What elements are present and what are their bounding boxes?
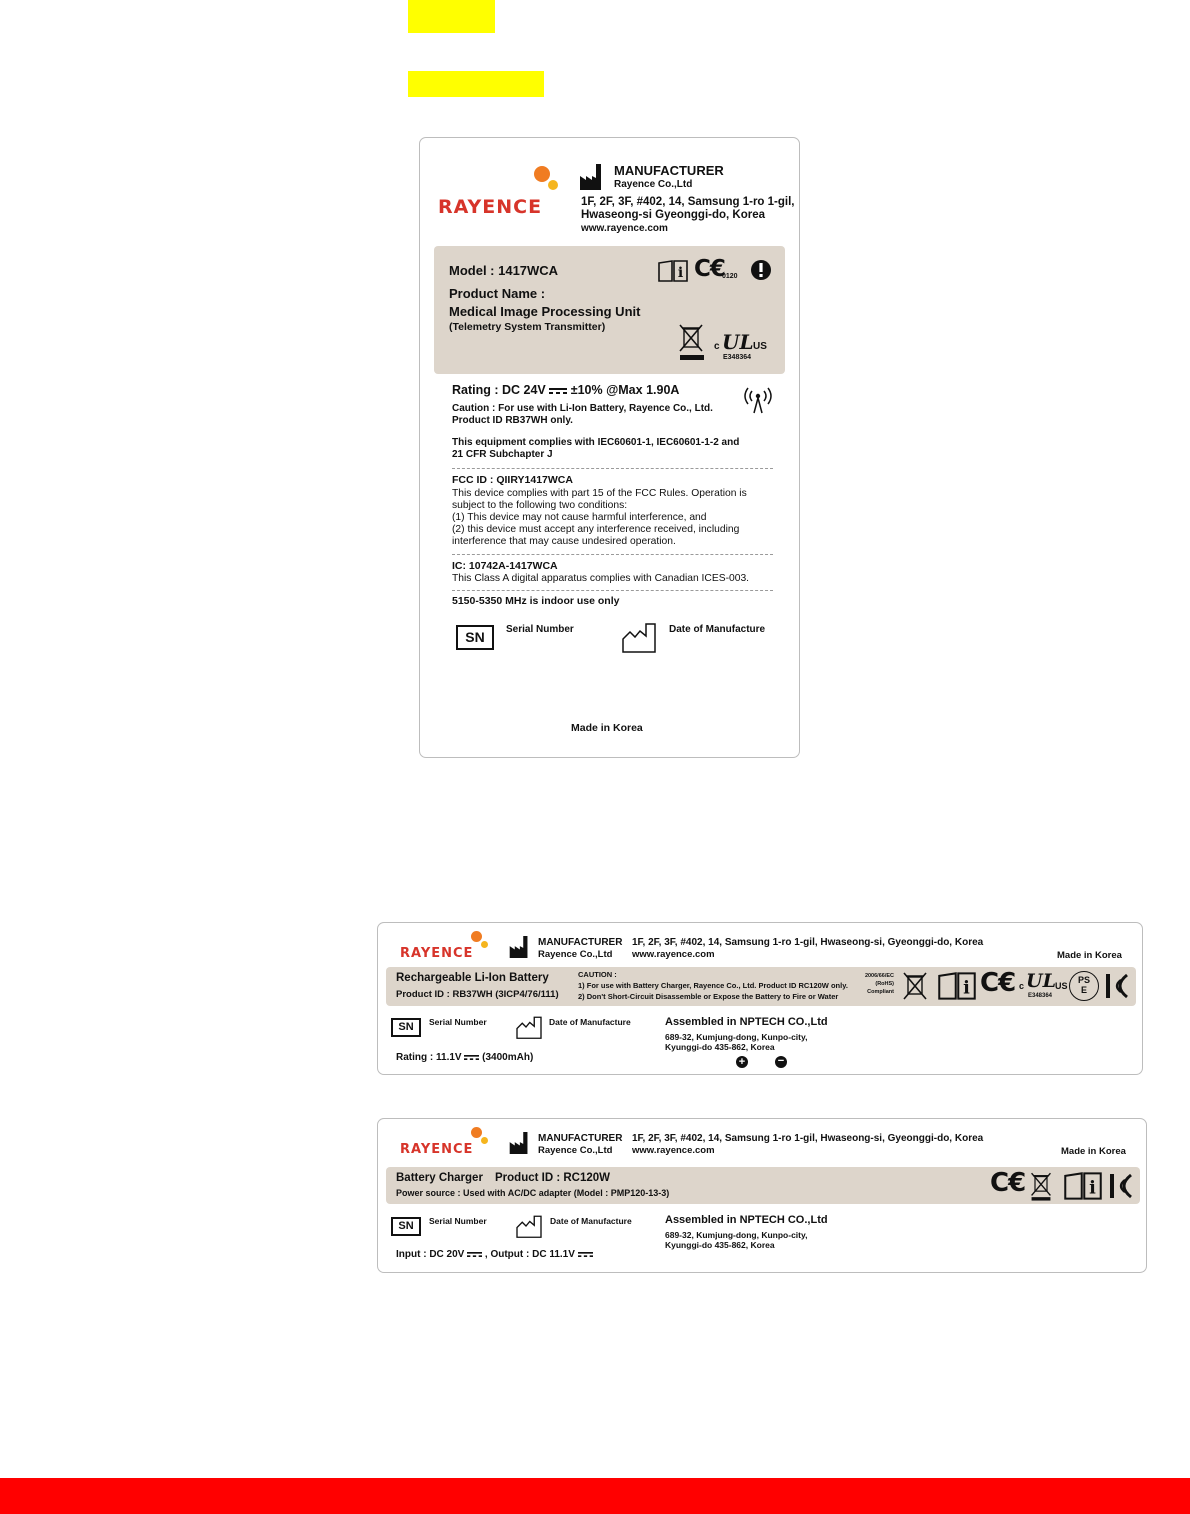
assembled-address-1: 689-32, Kumjung-dong, Kunpo-city, [665, 1230, 808, 1240]
divider-2 [452, 554, 773, 555]
logo-yellow-dot [548, 180, 558, 190]
caution-heading: CAUTION : [578, 970, 617, 979]
highlight-box-1 [408, 0, 495, 33]
website: www.rayence.com [632, 949, 715, 960]
manufacturer-name: Rayence Co.,Ltd [614, 179, 693, 190]
made-in-korea: Made in Korea [1061, 1146, 1126, 1157]
website: www.rayence.com [632, 1145, 715, 1156]
address: 1F, 2F, 3F, #402, 14, Samsung 1-ro 1-gil, Hwaseong-si, Gyeonggi-do, Korea [632, 937, 984, 948]
ul-code: E348364 [1028, 993, 1053, 999]
indoor-note: 5150-5350 MHz is indoor use only [452, 595, 620, 607]
fcc-line: (1) This device may not cause harmful interference, and [452, 512, 707, 523]
assembled-address-1: 689-32, Kumjung-dong, Kunpo-city, [665, 1032, 808, 1042]
assembled-address-2: Kyunggi-do 435-862, Korea [665, 1240, 775, 1250]
charger-label [377, 1118, 1147, 1273]
factory-icon [580, 164, 602, 190]
caution-line-1: 1) For use with Battery Charger, Rayence Co., Ltd. Product ID RC120W only. [578, 981, 848, 990]
rating [452, 383, 679, 397]
battery-rating-tail: (3400mAh) [482, 1052, 534, 1063]
logo-yellow-dot [481, 1137, 488, 1144]
ul-c: c [714, 341, 720, 352]
ce-mark: C€ [694, 256, 725, 282]
rohs-text [846, 972, 894, 996]
made-in-korea: Made in Korea [571, 722, 643, 734]
dc-symbol [464, 1054, 479, 1061]
svg-text:i: i [677, 265, 684, 281]
battery-rating-text: Rating : 11.1V [396, 1052, 462, 1063]
ce-mark: C€ [990, 1168, 1026, 1198]
product-name: Medical Image Processing Unit [449, 304, 641, 319]
serial-number-label: Serial Number [506, 624, 574, 635]
assembled-in: Assembled in NPTECH CO.,Ltd [665, 1214, 828, 1226]
factory-icon [506, 1132, 532, 1154]
address-line-1: 1F, 2F, 3F, #402, 14, Samsung 1-ro 1-gil, [581, 196, 795, 208]
pse-bottom: E [1080, 985, 1087, 995]
date-of-manufacture-label: Date of Manufacture [550, 1216, 632, 1226]
compliance-line-1: This equipment complies with IEC60601-1, IEC60601-1-2 and [452, 437, 740, 448]
divider-1 [452, 468, 773, 469]
date-of-manufacture-icon [622, 621, 656, 653]
rayence-logo: RAYENCE [400, 946, 474, 961]
ul-code: E348364 [723, 354, 752, 361]
manual-icon [658, 260, 688, 282]
radio-transmitter-icon [740, 386, 776, 414]
device-label [419, 137, 800, 758]
power-source: Power source : Used with AC/DC adapter (Model : PMP120-13-3) [396, 1188, 670, 1198]
ul-us: US [1055, 981, 1068, 991]
charger-io-rating [396, 1249, 593, 1260]
plus-terminal-icon: + [736, 1056, 748, 1068]
weee-bin-icon [1029, 1171, 1053, 1201]
website: www.rayence.com [581, 223, 668, 234]
battery-product-id: Product ID : RB37WH (3ICP4/76/111) [396, 989, 559, 1000]
highlight-box-2 [408, 71, 544, 97]
ce-number: 0120 [722, 273, 738, 280]
battery-title: Rechargeable Li-Ion Battery [396, 972, 549, 984]
ic-id: IC: 10742A-1417WCA [452, 560, 558, 572]
manufacturer-heading: MANUFACTURER [538, 937, 623, 948]
compliance-line-2: 21 CFR Subchapter J [452, 449, 553, 460]
serial-number-label: Serial Number [429, 1017, 487, 1027]
manual-icon [1064, 1172, 1102, 1200]
manufacturer-heading: MANUFACTURER [614, 163, 724, 178]
date-of-manufacture-icon [514, 1214, 544, 1238]
rohs-line: 2006/66/EC [864, 973, 894, 979]
logo-orange-dot [471, 1127, 482, 1138]
divider-3 [452, 590, 773, 591]
pse-top: PS [1077, 975, 1090, 985]
ul-c: c [1019, 981, 1025, 991]
factory-icon [506, 936, 532, 958]
rohs-line: Compliant [867, 989, 894, 995]
logo-orange-dot [534, 166, 550, 182]
fcc-line: interference that may cause undesired operation. [452, 536, 676, 547]
kc-mark-icon [1105, 972, 1129, 1000]
date-of-manufacture-label: Date of Manufacture [669, 624, 766, 635]
fcc-line: This device complies with part 15 of the FCC Rules. Operation is [452, 488, 747, 499]
pse-mark [1069, 971, 1099, 1001]
manufacturer-heading: MANUFACTURER [538, 1133, 623, 1144]
dc-symbol [549, 387, 567, 395]
caution-line-2: 2) Don't Short-Circuit Disassemble or Expose the Battery to Fire or Water [578, 992, 839, 1001]
sn-symbol: SN [391, 1018, 421, 1037]
assembled-address-2: Kyunggi-do 435-862, Korea [665, 1042, 775, 1052]
fcc-id: FCC ID : QIIRY1417WCA [452, 474, 573, 486]
caution-line-1: Caution : For use with Li-Ion Battery, Rayence Co., Ltd. [452, 403, 713, 414]
rayence-logo: RAYENCE [400, 1142, 474, 1157]
dc-symbol [578, 1251, 593, 1258]
sn-symbol: SN [456, 625, 494, 650]
address-line-2: Hwaseong-si Gyeonggi-do, Korea [581, 209, 766, 221]
footer-red-bar [0, 1478, 1190, 1514]
minus-terminal-icon: − [775, 1056, 787, 1068]
svg-text:i: i [963, 977, 970, 999]
fcc-line: (2) this device must accept any interference received, including [452, 524, 740, 535]
logo-orange-dot [471, 931, 482, 942]
battery-label [377, 922, 1143, 1075]
assembled-in: Assembled in NPTECH CO.,Ltd [665, 1016, 828, 1028]
date-of-manufacture-icon [514, 1015, 544, 1039]
dc-symbol [467, 1251, 482, 1258]
serial-number-label: Serial Number [429, 1216, 487, 1226]
made-in-korea: Made in Korea [1057, 950, 1122, 961]
ul-us: US [753, 341, 767, 352]
manufacturer-name: Rayence Co.,Ltd [538, 1145, 613, 1156]
warning-icon [750, 259, 772, 281]
input-rating: Input : DC 20V [396, 1249, 465, 1260]
date-of-manufacture-label: Date of Manufacture [549, 1017, 631, 1027]
battery-rating [396, 1052, 533, 1063]
charger-product-id: Product ID : RC120W [495, 1172, 611, 1184]
product-subtitle: (Telemetry System Transmitter) [449, 321, 606, 333]
rayence-logo: RAYENCE [438, 196, 543, 218]
caution-line-2: Product ID RB37WH only. [452, 415, 573, 426]
ce-mark: C€ [980, 968, 1016, 998]
manufacturer-name: Rayence Co.,Ltd [538, 949, 613, 960]
fcc-line: subject to the following two conditions: [452, 500, 628, 511]
ul-mark: UL [722, 330, 754, 354]
manual-icon [938, 972, 976, 1000]
charger-title: Battery Charger [396, 1172, 483, 1184]
svg-text:i: i [1089, 1177, 1096, 1199]
fcc-text [452, 488, 747, 548]
weee-bin-icon [901, 971, 929, 1001]
model: Model : 1417WCA [449, 263, 559, 278]
product-name-label: Product Name : [449, 286, 546, 301]
rating-tail: ±10% @Max 1.90A [570, 383, 680, 397]
output-rating: , Output : DC 11.1V [484, 1249, 575, 1260]
ic-text: This Class A digital apparatus complies with Canadian ICES-003. [452, 573, 750, 584]
address: 1F, 2F, 3F, #402, 14, Samsung 1-ro 1-gil, Hwaseong-si, Gyeonggi-do, Korea [632, 1133, 984, 1144]
rating-text: Rating : DC 24V [452, 383, 546, 397]
kc-mark-icon [1109, 1172, 1133, 1200]
weee-bin-icon [678, 323, 706, 361]
logo-yellow-dot [481, 941, 488, 948]
ul-mark: UL [1026, 970, 1056, 992]
rohs-line: (RoHS) [875, 981, 894, 987]
sn-symbol: SN [391, 1217, 421, 1236]
